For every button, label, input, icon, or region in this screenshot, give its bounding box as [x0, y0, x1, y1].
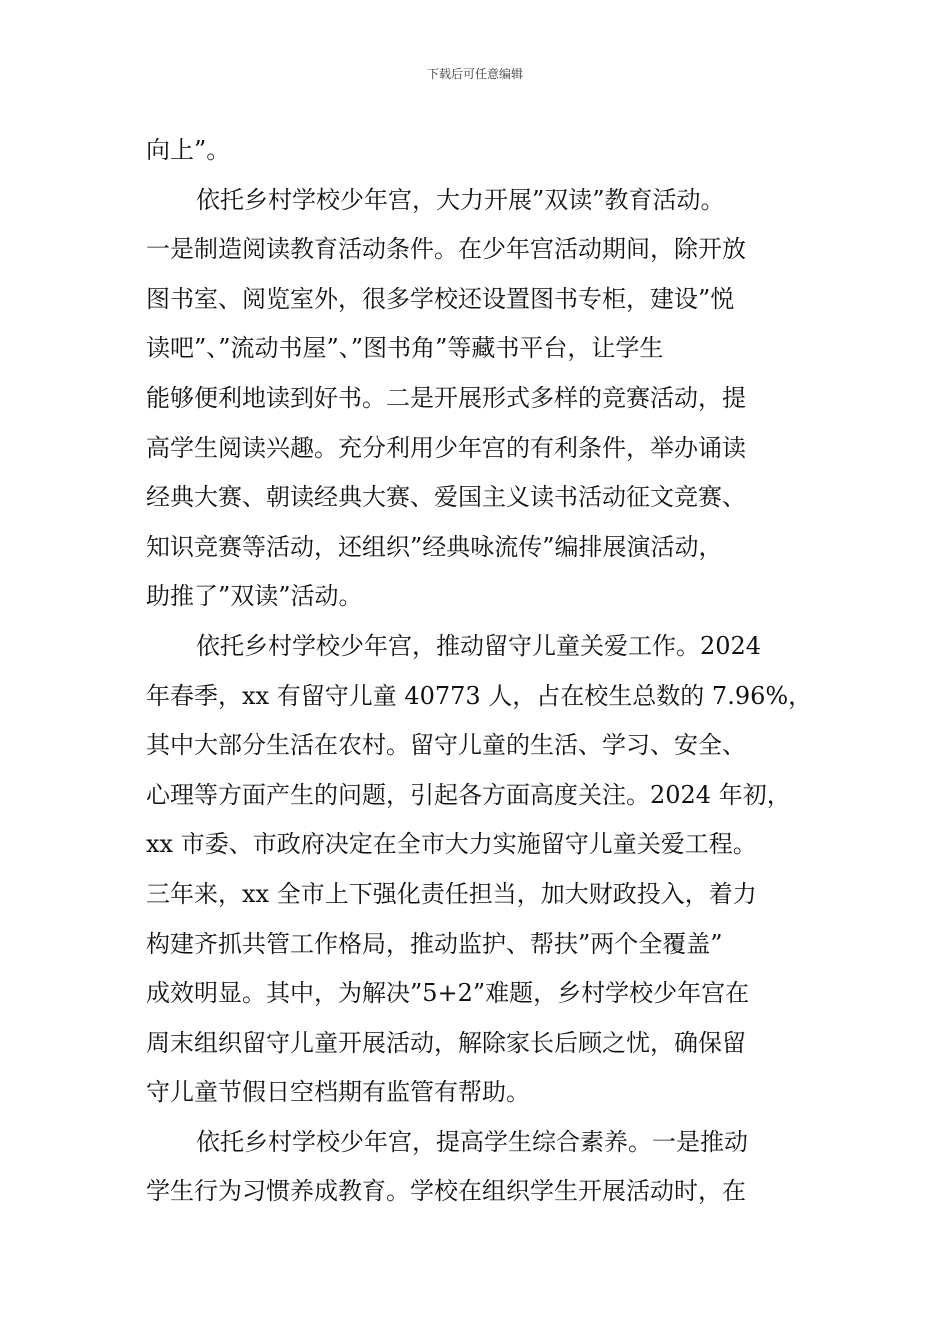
text-line: 依托乡村学校少年宫，提高学生综合素养。一是推动 [196, 1127, 748, 1156]
text-line: 高学生阅读兴趣。充分利用少年宫的有利条件，举办诵读 [146, 433, 746, 462]
text-line: 心理等方面产生的问题，引起各方面高度关注。2024 年初， [146, 780, 791, 809]
text-line: 助推了”双读”活动。 [146, 582, 363, 611]
text-line: 周末组织留守儿童开展活动，解除家长后顾之忧，确保留 [146, 1028, 746, 1057]
text-line: 三年来，xx 全市上下强化责任担当，加大财政投入，着力 [146, 879, 757, 908]
page-header: 下载后可任意编辑 [426, 67, 523, 81]
text-line: 学生行为习惯养成教育。学校在组织学生开展活动时，在 [146, 1177, 746, 1206]
text-line: 图书室、阅览室外，很多学校还设置图书专柜，建设”悦 [146, 284, 735, 313]
text-line: xx 市委、市政府决定在全市大力实施留守儿童关爱工程。 [146, 830, 757, 859]
text-line: 能够便利地读到好书。二是开展形式多样的竞赛活动，提 [146, 383, 746, 412]
document-body [146, 126, 826, 1217]
text-line: 构建齐抓共管工作格局，推动监护、帮扶”两个全覆盖” [146, 929, 723, 958]
text-line: 向上”。 [146, 136, 231, 164]
text-line: 其中大部分生活在农村。留守儿童的生活、学习、安全、 [146, 731, 746, 760]
text-line: 一是制造阅读教育活动条件。在少年宫活动期间，除开放 [146, 235, 746, 264]
text-line: 年春季，xx 有留守儿童 40773 人，占在校生总数的 7.96%， [146, 681, 813, 710]
text-line: 经典大赛、朝读经典大赛、爱国主义读书活动征文竞赛、 [146, 483, 746, 512]
text-line: 成效明显。其中，为解决”5+2”难题，乡村学校少年宫在 [146, 979, 750, 1008]
text-line: 读吧”、”流动书屋”、”图书角”等藏书平台，让学生 [146, 334, 664, 363]
text-line: 依托乡村学校少年宫，大力开展”双读”教育活动。 [196, 185, 725, 214]
text-line: 依托乡村学校少年宫，推动留守儿童关爱工作。2024 [196, 631, 762, 660]
text-line: 知识竞赛等活动，还组织”经典咏流传”编排展演活动， [146, 532, 723, 561]
text-line: 守儿童节假日空档期有监管有帮助。 [146, 1078, 530, 1107]
